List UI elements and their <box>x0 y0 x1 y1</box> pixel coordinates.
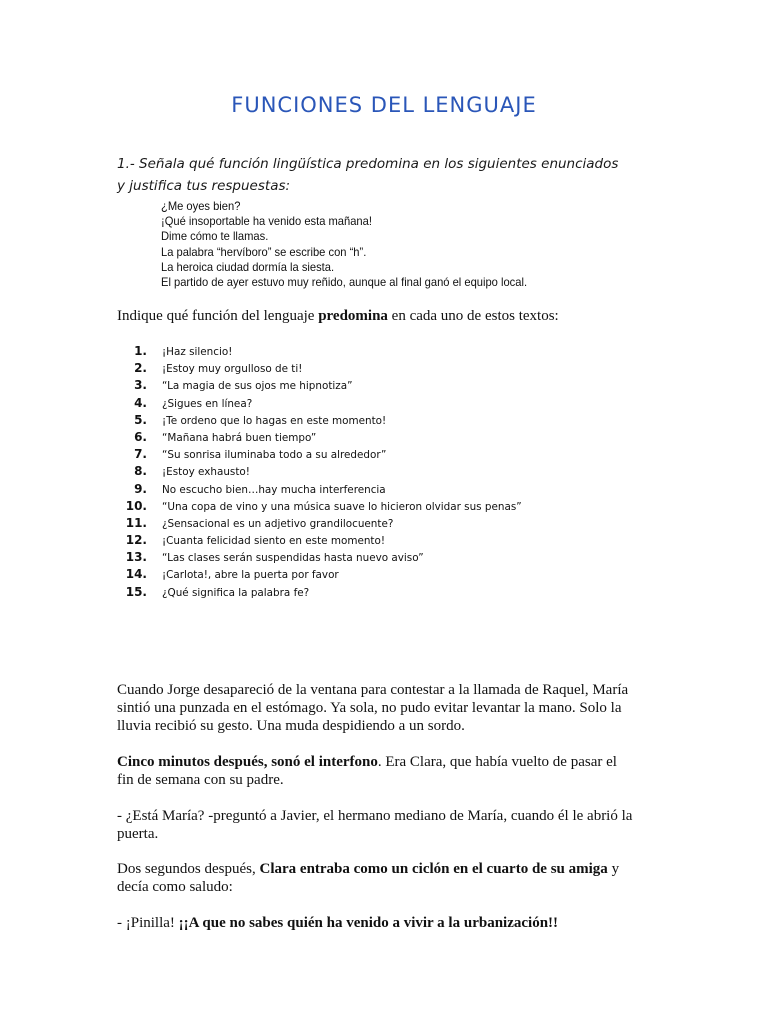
list-item <box>117 532 637 549</box>
instruction-text <box>117 308 677 325</box>
story-paragraph <box>117 753 637 789</box>
list-item-text: ¡Te ordeno que lo hagas en este momento! <box>162 414 387 427</box>
list-item <box>117 463 637 480</box>
question-1-line-1: 1.- Señala qué función lingüística predomina en los siguientes enunciados <box>117 156 619 172</box>
example-sentence: La palabra “hervíboro” se escribe con “h”. <box>161 244 367 259</box>
list-item <box>117 584 637 601</box>
list-item-number: 13. <box>125 550 147 565</box>
story-text: Dos segundos después, <box>117 861 260 877</box>
list-item <box>117 498 637 515</box>
list-item <box>117 566 637 583</box>
story-bold-text: ¡¡A que no sabes quién ha venido a vivir a la urbanización!! <box>178 915 559 931</box>
list-item-number: 11. <box>125 515 147 530</box>
list-item-number: 15. <box>125 584 147 599</box>
numbered-list <box>117 343 637 601</box>
list-item-number: 7. <box>134 447 147 462</box>
list-item-number: 1. <box>134 344 147 358</box>
list-item <box>117 360 637 377</box>
list-item-number: 5. <box>134 412 147 427</box>
list-item-text: ¿Sigues en línea? <box>162 397 253 410</box>
story-paragraph <box>117 860 637 896</box>
example-sentence: La heroica ciudad dormía la siesta. <box>161 259 335 274</box>
list-item-text: “La magia de sus ojos me hipnotiza” <box>162 380 353 393</box>
example-sentences <box>161 199 589 290</box>
list-item-number: 14. <box>125 567 147 582</box>
instruction-text-bold: predomina <box>318 308 388 324</box>
story-text: - ¡Pinilla! <box>117 915 179 931</box>
list-item-number: 10. <box>125 498 147 513</box>
list-item <box>117 481 637 498</box>
list-item <box>117 429 637 446</box>
list-item-text: ¿Qué significa la palabra fe? <box>162 586 310 599</box>
instruction-text-end: en cada uno de estos textos: <box>387 308 559 324</box>
list-item-text: ¡Cuanta felicidad siento en este momento! <box>162 535 386 548</box>
list-item-text: “Mañana habrá buen tiempo” <box>162 431 317 444</box>
list-item-text: ¡Carlota!, abre la puerta por favor <box>162 569 339 582</box>
question-1 <box>117 153 657 197</box>
list-item-number: 12. <box>125 533 147 548</box>
list-item-text: ¡Haz silencio! <box>162 346 233 358</box>
list-item-number: 9. <box>134 481 147 496</box>
question-1-line-2: y justifica tus respuestas: <box>117 178 291 194</box>
list-item-number: 4. <box>134 395 147 410</box>
list-item-text: ¡Estoy exhausto! <box>162 466 250 479</box>
story-paragraph <box>117 914 637 932</box>
list-item-text: “Las clases serán suspendidas hasta nuevo aviso” <box>162 552 424 565</box>
story-paragraph: Cuando Jorge desapareció de la ventana para contestar a la llamada de Raquel, María sintió una punzada en el estómago. Ya sola, no pudo evitar levantar la mano. Solo la lluvia recibió su gesto. Una muda despidiendo a un sordo. <box>117 682 629 735</box>
list-item <box>117 446 637 463</box>
list-item <box>117 395 637 412</box>
list-item-text: “Una copa de vino y una música suave lo hicieron olvidar sus penas” <box>162 500 522 513</box>
story-bold-text: Cinco minutos después, sonó el interfono <box>117 754 378 770</box>
story-text: y decía como saludo: <box>117 861 620 896</box>
story-bold-text: Clara entraba como un ciclón en el cuarto de su amiga <box>259 861 608 877</box>
list-item-number: 2. <box>134 361 147 376</box>
list-item-text: ¿Sensacional es un adjetivo grandilocuente? <box>162 517 394 530</box>
list-item-number: 6. <box>134 429 147 444</box>
list-item-number: 3. <box>134 378 147 393</box>
list-item <box>117 343 637 360</box>
instruction-text-start: Indique qué función del lenguaje <box>117 308 319 324</box>
story-paragraph: - ¿Está María? -preguntó a Javier, el hermano mediano de María, cuando él le abrió la puerta. <box>117 808 633 843</box>
example-sentence: Dime cómo te llamas. <box>161 229 269 244</box>
list-item <box>117 515 637 532</box>
list-item-text: “Su sonrisa iluminaba todo a su alrededor” <box>162 449 387 462</box>
page-title: FUNCIONES DEL LENGUAJE <box>231 93 537 117</box>
example-sentence: ¿Me oyes bien? <box>161 199 241 213</box>
list-item-number: 8. <box>134 464 147 479</box>
list-item-text: ¡Estoy muy orgulloso de ti! <box>162 363 303 376</box>
list-item-text: No escucho bien…hay mucha interferencia <box>162 483 386 496</box>
list-item <box>117 377 637 394</box>
example-sentence: El partido de ayer estuvo muy reñido, aunque al final ganó el equipo local. <box>161 275 528 290</box>
list-item <box>117 549 637 566</box>
example-sentence: ¡Qué insoportable ha venido esta mañana! <box>161 214 372 229</box>
story-text: . Era Clara, que había vuelto de pasar el fin de semana con su padre. <box>117 754 617 789</box>
list-item <box>117 412 637 429</box>
